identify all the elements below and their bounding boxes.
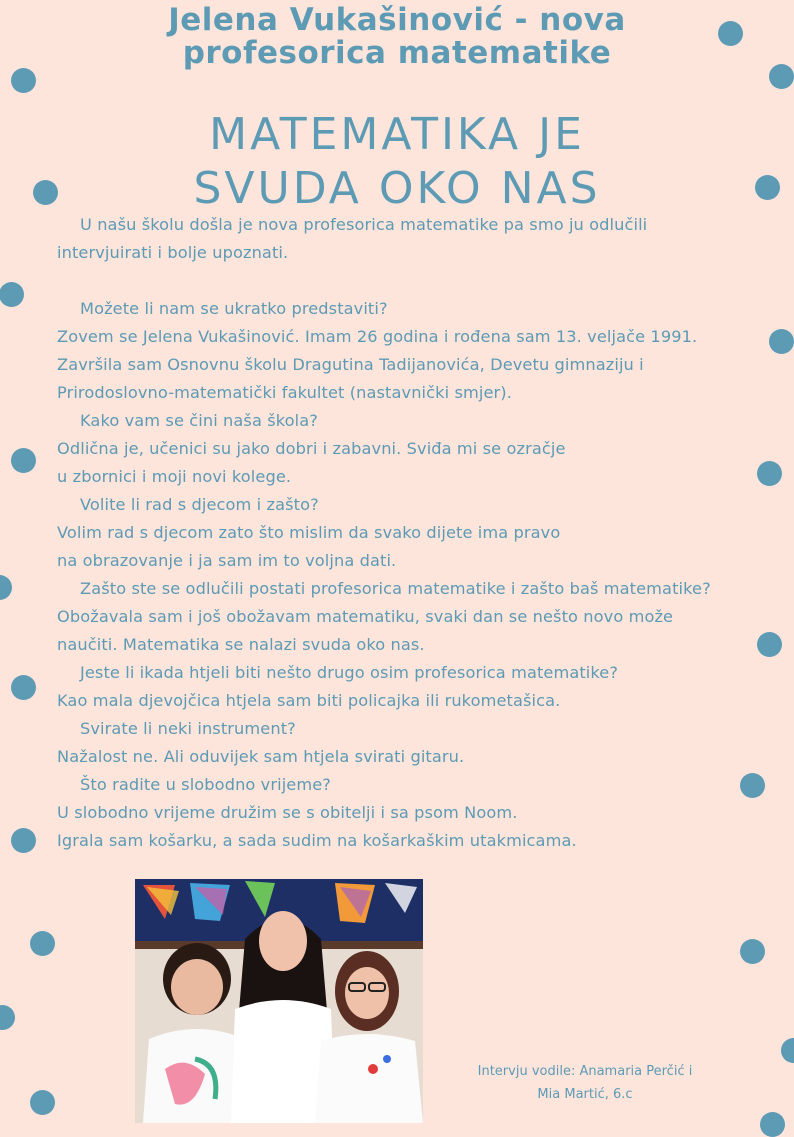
interview-body (57, 211, 777, 855)
decor-dot (0, 575, 12, 600)
decor-dot (30, 1090, 55, 1115)
question: Kako vam se čini naša škola? (80, 411, 318, 430)
title-line: profesorica matematike (182, 35, 612, 71)
answer: Zovem se Jelena Vukašinović. Imam 26 godina i rođena sam 13. veljače 1991. (57, 327, 698, 346)
answer: Nažalost ne. Ali oduvijek sam htjela svirati gitaru. (57, 747, 465, 766)
interview-photo (135, 879, 423, 1123)
credit-line: Intervju vodile: Anamaria Perčić i (477, 1064, 693, 1079)
decor-dot (11, 68, 36, 93)
interview-credit (455, 1060, 715, 1106)
credit-line: Mia Martić, 6.c (537, 1087, 633, 1102)
question: Zašto ste se odlučili postati profesorica matematike i zašto baš matematike? (80, 579, 711, 598)
headline-line: SVUDA OKO NAS (193, 163, 601, 214)
answer: Završila sam Osnovnu školu Dragutina Tadijanovića, Devetu gimnaziju i (57, 355, 644, 374)
question: Jeste li ikada htjeli biti nešto drugo osim profesorica matematike? (80, 663, 619, 682)
answer: Obožavala sam i još obožavam matematiku, svaki dan se nešto novo može (57, 607, 674, 626)
answer: Igrala sam košarku, a sada sudim na košarkaškim utakmicama. (57, 831, 577, 850)
headline-line: MATEMATIKA JE (209, 109, 585, 160)
decor-dot (11, 675, 36, 700)
question: Što radite u slobodno vrijeme? (80, 775, 331, 794)
answer: Kao mala djevojčica htjela sam biti policajka ili rukometašica. (57, 691, 561, 710)
decor-dot (11, 448, 36, 473)
decor-dot (760, 1112, 785, 1137)
answer: Odlična je, učenici su jako dobri i zabavni. Sviđa mi se ozračje (57, 439, 566, 458)
decor-dot (11, 828, 36, 853)
decor-dot (740, 939, 765, 964)
decor-dot (30, 931, 55, 956)
answer: na obrazovanje i ja sam im to voljna dati. (57, 551, 397, 570)
question: Volite li rad s djecom i zašto? (80, 495, 319, 514)
answer: u zbornici i moji novi kolege. (57, 467, 292, 486)
intro-text: U našu školu došla je nova profesorica matematike pa smo ju odlučili (80, 215, 648, 234)
answer: U slobodno vrijeme družim se s obitelji i sa psom Noom. (57, 803, 518, 822)
answer: naučiti. Matematika se nalazi svuda oko nas. (57, 635, 425, 654)
photo-illustration (135, 879, 423, 1123)
decor-dot (0, 1005, 15, 1030)
article-headline (0, 108, 794, 216)
title-line: Jelena Vukašinović - nova (168, 2, 626, 38)
article-title (0, 4, 794, 70)
intro-text: intervjuirati i bolje upoznati. (57, 243, 289, 262)
answer: Prirodoslovno-matematički fakultet (nastavnički smjer). (57, 383, 512, 402)
question: Možete li nam se ukratko predstaviti? (80, 299, 388, 318)
question: Svirate li neki instrument? (80, 719, 296, 738)
decor-dot (781, 1038, 794, 1063)
answer: Volim rad s djecom zato što mislim da svako dijete ima pravo (57, 523, 561, 542)
decor-dot (0, 282, 24, 307)
